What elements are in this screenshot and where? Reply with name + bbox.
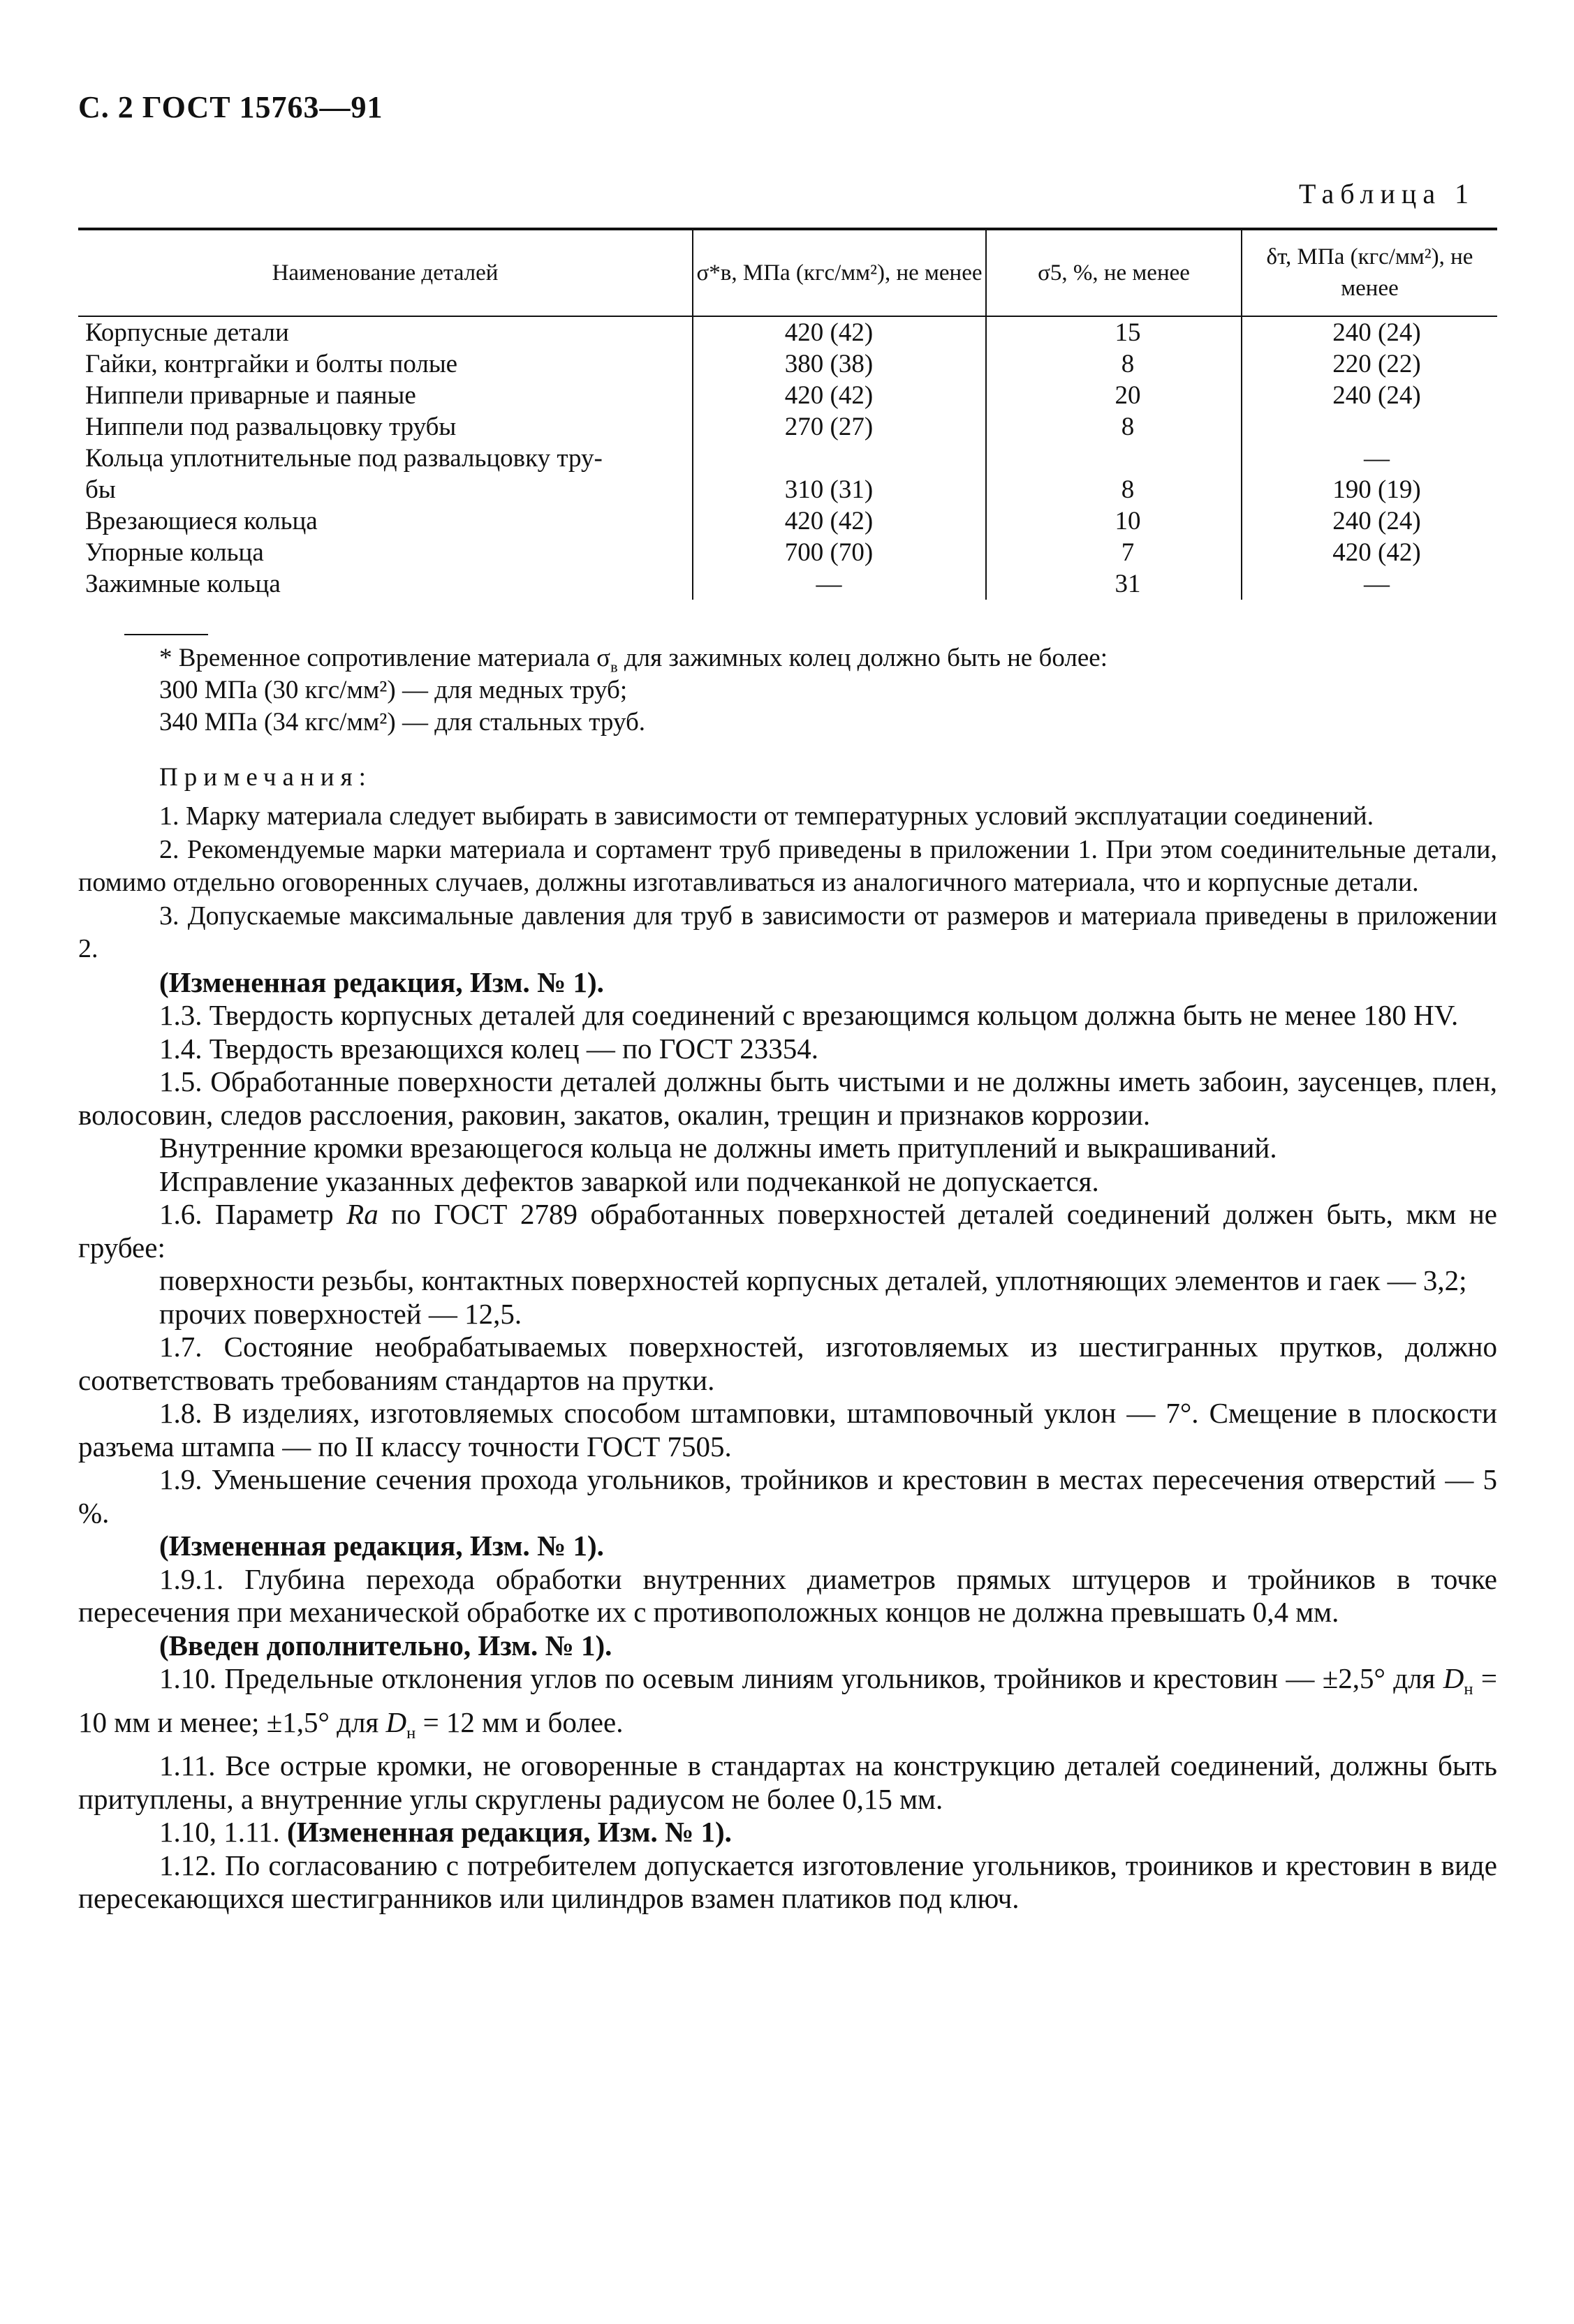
table-cell-elongation	[986, 443, 1242, 474]
table-cell-strength	[693, 443, 986, 474]
col-header-strength: σ*в, МПа (кгс/мм²), не менее	[693, 229, 986, 316]
table-cell-strength: 310 (31)	[693, 474, 986, 505]
table-cell-elongation: 7	[986, 537, 1242, 568]
edition-note-1: (Измененная редакция, Изм. № 1).	[159, 965, 604, 998]
p110-sub2: н	[406, 1723, 416, 1742]
table-row	[78, 568, 1497, 600]
p16-ra: Ra	[346, 1198, 378, 1230]
paragraph-1-11: 1.11. Все острые кромки, не оговоренные в стандартах на конструкцию деталей соединений, должны быть притуплены, а внутренние углы скруглены радиусом не более 0,15 мм.	[78, 1749, 1497, 1815]
table-cell-elongation: 20	[986, 380, 1242, 411]
table-cell-strength: 270 (27)	[693, 411, 986, 443]
table-row	[78, 316, 1497, 348]
table-cell-yield: 240 (24)	[1242, 380, 1497, 411]
table-cell-name: Корпусные детали	[85, 318, 289, 347]
table-cell-strength: 420 (42)	[693, 380, 986, 411]
paragraph-1-9-1: 1.9.1. Глубина перехода обработки внутренних диаметров прямых штуцеров и тройников в точке пересечения при механической обработке их с противоположных концов не должна превышать 0,4 мм.	[78, 1562, 1497, 1628]
table-row	[78, 505, 1497, 537]
footnote-text: * Временное сопротивление материала σ	[159, 644, 611, 672]
footnote-text-end: для зажимных колец должно быть не более:	[617, 644, 1108, 672]
table-cell-strength: 380 (38)	[693, 348, 986, 380]
note-1: 1. Марку материала следует выбирать в зависимости от температурных условий эксплуатации соединений.	[159, 801, 1374, 831]
table-header-row	[78, 229, 1497, 316]
table-cell-name: Зажимные кольца	[85, 570, 281, 598]
notes-title: Примечания:	[159, 763, 372, 792]
p110-sub1: н	[1464, 1680, 1473, 1699]
p110-text-c: = 12 мм и более.	[415, 1705, 624, 1738]
p16-text-b: по ГОСТ 2789 обработанных поверхностей деталей соединений должен быть, мкм не грубее:	[78, 1198, 1497, 1264]
footnote-line-3: 340 МПа (34 кгс/мм²) — для стальных труб.	[159, 708, 646, 737]
table-cell-elongation: 8	[986, 411, 1242, 443]
table-cell-name: Ниппели под развальцовку трубы	[85, 413, 457, 441]
note-3: 3. Допускаемые максимальные давления для труб в зависимости от размеров и материала приведены в приложении 2.	[78, 901, 1497, 963]
table-row	[78, 443, 1497, 474]
table-cell-elongation: 8	[986, 348, 1242, 380]
footnote-rule	[124, 634, 208, 635]
footnote-line-2: 300 МПа (30 кгс/мм²) — для медных труб;	[159, 676, 628, 704]
table-row	[78, 537, 1497, 568]
p110-text-b: = 10 мм и менее; ±1,5° для	[78, 1662, 1498, 1738]
table-caption: Таблица 1	[1299, 178, 1476, 209]
paragraph-1-5: 1.5. Обработанные поверхности деталей должны быть чистыми и не должны иметь забоин, заусенцев, плен, волосовин, следов расслоения, раковин, закатов, окалин, трещин и признаков коррозии.	[78, 1065, 1497, 1131]
paragraph-1-4: 1.4. Твердость врезающихся колец — по ГОСТ 23354.	[159, 1032, 818, 1065]
p110-text-a: 1.10. Предельные отклонения углов по осевым линиям угольников, тройников и крестовин — ±2,5° для	[159, 1662, 1443, 1694]
table-cell-yield	[1242, 411, 1497, 443]
table-cell-elongation: 15	[986, 316, 1242, 348]
paragraph-1-6d: прочих поверхностей — 12,5.	[159, 1297, 522, 1330]
table-cell-yield: —	[1242, 568, 1497, 600]
paragraph-1-6c: поверхности резьбы, контактных поверхностей корпусных деталей, уплотняющих элементов и гаек — 3,2;	[159, 1264, 1467, 1296]
p110-d1: D	[1443, 1662, 1464, 1694]
paragraph-1-8: 1.8. В изделиях, изготовляемых способом штамповки, штамповочный уклон — 7°. Смещение в плоскости разъема штампа — по II классу точности ГОСТ 7505.	[78, 1397, 1497, 1463]
col-header-name: Наименование деталей	[272, 260, 499, 286]
paragraph-1-5b: Внутренние кромки врезающегося кольца не должны иметь притуплений и выкрашиваний.	[159, 1132, 1277, 1164]
table-cell-elongation: 8	[986, 474, 1242, 505]
table-cell-elongation: 31	[986, 568, 1242, 600]
p110-d2: D	[385, 1705, 407, 1738]
table-cell-strength: 420 (42)	[693, 316, 986, 348]
paragraph-1-7: 1.7. Состояние необрабатываемых поверхностей, изготовляемых из шестигранных прутков, должно соответствовать требованиям стандартов на прутки.	[78, 1331, 1497, 1396]
table-cell-name: бы	[85, 475, 116, 504]
table-cell-name: Врезающиеся кольца	[85, 507, 318, 535]
table-cell-yield: —	[1242, 443, 1497, 474]
table-cell-strength: 420 (42)	[693, 505, 986, 537]
table-cell-name: Упорные кольца	[85, 538, 264, 567]
ed4-text-b: (Измененная редакция, Изм. № 1).	[286, 1816, 732, 1849]
edition-note-4	[78, 1816, 1497, 1849]
table-cell-elongation: 10	[986, 505, 1242, 537]
p16-text-a: 1.6. Параметр	[159, 1198, 347, 1230]
table-cell-yield: 240 (24)	[1242, 316, 1497, 348]
table-cell-yield: 240 (24)	[1242, 505, 1497, 537]
col-header-yield: δт, МПа (кгс/мм²), не менее	[1242, 229, 1497, 316]
edition-note-2: (Измененная редакция, Изм. № 1).	[159, 1530, 604, 1562]
edition-note-3: (Введен дополнительно, Изм. № 1).	[159, 1629, 612, 1661]
note-2: 2. Рекомендуемые марки материала и сортамент труб приведены в приложении 1. При этом соединительные детали, помимо отдельно оговоренных случаев, должны изготавливаться из аналогичного материала, что и корпусные детали.	[78, 834, 1497, 897]
body-text	[78, 800, 1497, 1916]
table-cell-name: Гайки, контргайки и болты полые	[85, 350, 458, 378]
paragraph-1-3: 1.3. Твердость корпусных деталей для соединений с врезающимся кольцом должна быть не менее 180 HV.	[159, 999, 1459, 1031]
paragraph-1-10	[78, 1662, 1497, 1749]
table-cell-yield: 190 (19)	[1242, 474, 1497, 505]
footnote-sub: в	[610, 658, 618, 676]
table-row	[78, 474, 1497, 505]
paragraph-1-9: 1.9. Уменьшение сечения прохода угольников, тройников и крестовин в местах пересечения отверстий — 5 %.	[78, 1463, 1497, 1529]
table-cell-yield: 220 (22)	[1242, 348, 1497, 380]
page-header: С. 2 ГОСТ 15763—91	[78, 90, 383, 124]
ed4-text-a: 1.10, 1.11.	[159, 1816, 287, 1849]
properties-table	[78, 228, 1497, 600]
paragraph-1-12: 1.12. По согласованию с потребителем допускается изготовление угольников, троиников и крестовин в виде пересекающихся шестигранников или цилиндров взамен платиков под ключ.	[78, 1849, 1497, 1915]
table-cell-name: Кольца уплотнительные под развальцовку тру-	[85, 444, 603, 473]
table-row	[78, 411, 1497, 443]
table-cell-strength: —	[693, 568, 986, 600]
table-cell-name: Ниппели приварные и паяные	[85, 381, 416, 410]
paragraph-1-5c: Исправление указанных дефектов заваркой или подчеканкой не допускается.	[159, 1164, 1099, 1197]
paragraph-1-6	[78, 1198, 1497, 1264]
table-row	[78, 348, 1497, 380]
col-header-elongation: σ5, %, не менее	[986, 229, 1242, 316]
table-cell-yield: 420 (42)	[1242, 537, 1497, 568]
table-row	[78, 380, 1497, 411]
table-cell-strength: 700 (70)	[693, 537, 986, 568]
